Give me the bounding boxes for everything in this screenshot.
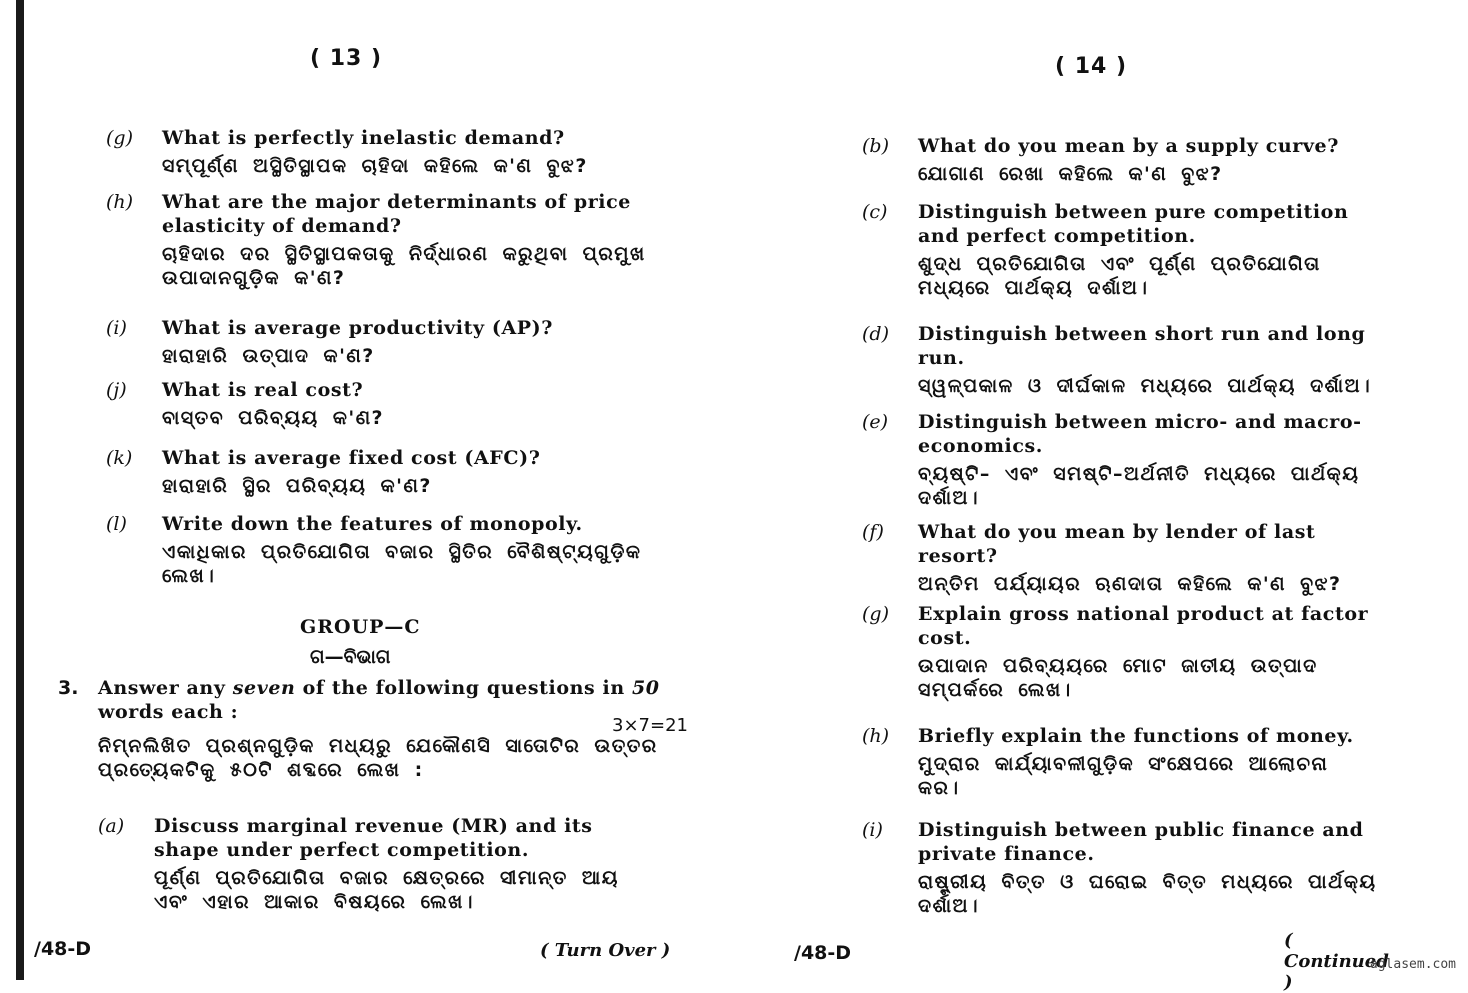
question-text-od: ମୁଦ୍ରାର କାର୍ଯ୍ୟାବଳୀଗୁଡ଼ିକ ସଂକ୍ଷେପରେ ଆଲୋଚନା କର। [918, 753, 1329, 799]
question-text-od: ହାରାହାରି ସ୍ଥିର ପରିବ୍ୟୟ କ'ଣ? [162, 475, 432, 497]
question-text-en: Explain gross national product at factor cost. [918, 603, 1369, 649]
footer-paper-code: /48-D [34, 938, 92, 960]
question-instruction-od: ନିମ୍ନଲିଖିତ ପ୍ରଶ୍ନଗୁଡ଼ିକ ମଧ୍ୟରୁ ଯେକୌଣସି ସାତୋଟିର ଉତ୍ତର ପ୍ରତ୍ୟେକଟିକୁ ୫୦ଟି ଶବ୍ଦରେ ଲେଖ : [98, 735, 658, 781]
question-label: (l) [106, 513, 127, 535]
question-text-od: ଉପାଦାନ ପରିବ୍ୟୟରେ ମୋଟ ଜାତୀୟ ଉତ୍ପାଦ ସମ୍ପର୍କରେ ଲେଖ। [918, 655, 1318, 701]
question-number: 3. [58, 677, 79, 699]
scan-edge-bar [16, 0, 24, 980]
question-label: (a) [98, 815, 125, 837]
question-label: (h) [862, 725, 890, 747]
question-text-en: Distinguish between micro- and macro-economics. [918, 411, 1362, 457]
question-text-en: What do you mean by lender of last resort? [918, 521, 1316, 567]
question-label: (i) [106, 317, 127, 339]
question-text-en: Discuss marginal revenue (MR) and its shape under perfect competition. [154, 815, 593, 861]
question-label: (i) [862, 819, 883, 841]
watermark: aglasem.com [1369, 957, 1456, 972]
footer-turn-over: ( Turn Over ) [540, 940, 671, 961]
question-text-en: What is real cost? [162, 379, 364, 401]
question-text-en: Write down the features of monopoly. [162, 513, 583, 535]
question-text-en: Distinguish between short run and long run. [918, 323, 1366, 369]
question-text-en: What are the major determinants of price elasticity of demand? [162, 191, 631, 237]
question-text-od: ରାଷ୍ଟ୍ରୀୟ ବିତ୍ତ ଓ ଘରୋଇ ବିତ୍ତ ମଧ୍ୟରେ ପାର୍ଥକ୍ୟ ଦର୍ଶାଅ। [918, 871, 1377, 917]
question-text-od: ଶୁଦ୍ଧ ପ୍ରତିଯୋଗିତା ଏବଂ ପୂର୍ଣ୍ଣ ପ୍ରତିଯୋଗିତା ମଧ୍ୟରେ ପାର୍ଥକ୍ୟ ଦର୍ଶାଅ। [918, 253, 1321, 299]
question-text-en: What do you mean by a supply curve? [918, 135, 1339, 157]
question-text-od: ହାରାହାରି ଉତ୍ପାଦ କ'ଣ? [162, 345, 375, 367]
question-text-en: What is average fixed cost (AFC)? [162, 447, 541, 469]
question-text-en: Distinguish between public finance and private finance. [918, 819, 1364, 865]
question-label: (g) [862, 603, 889, 625]
question-label: (j) [106, 379, 127, 401]
question-text-od: ଯୋଗାଣ ରେଖା କହିଲେ କ'ଣ ବୁଝ? [918, 163, 1223, 185]
left-page [34, 0, 700, 980]
question-text-od: ଅନ୍ତିମ ପର୍ଯ୍ୟାୟର ଋଣଦାତା କହିଲେ କ'ଣ ବୁଝ? [918, 573, 1342, 595]
question-text-en: Briefly explain the functions of money. [918, 725, 1354, 747]
footer-paper-code: /48-D [794, 942, 852, 964]
marks-allocation: 3×7=21 [612, 715, 688, 736]
question-label: (g) [106, 127, 133, 149]
question-instruction-en: Answer any seven of the following questions in 50 words each : [98, 677, 660, 723]
question-text-od: ଚାହିଦାର ଦର ସ୍ଥିତିସ୍ଥାପକତାକୁ ନିର୍ଦ୍ଧାରଣ କରୁଥିବା ପ୍ରମୁଖ ଉପାଦାନଗୁଡ଼ିକ କ'ଣ? [162, 243, 646, 289]
footer-continued: ( Continued ) [1284, 930, 1389, 993]
group-subtitle: ଗ—ବିଭାଗ [310, 646, 391, 668]
question-text-od: ଏକାଧିକାର ପ୍ରତିଯୋଗିତା ବଜାର ସ୍ଥିତିର ବୈଶିଷ୍ଟ୍ୟଗୁଡ଼ିକ ଲେଖ। [162, 541, 642, 587]
question-text-en: What is average productivity (AP)? [162, 317, 553, 339]
question-label: (k) [106, 447, 133, 469]
question-label: (b) [862, 135, 889, 157]
question-text-od: ସ୍ୱଳ୍ପକାଳ ଓ ଦୀର୍ଘକାଳ ମଧ୍ୟରେ ପାର୍ଥକ୍ୟ ଦର୍ଶାଅ। [918, 375, 1372, 397]
page-number: ( 14 ) [1055, 54, 1128, 79]
page-number: ( 13 ) [310, 46, 383, 71]
question-text-od: ପୂର୍ଣ୍ଣ ପ୍ରତିଯୋଗିତା ବଜାର କ୍ଷେତ୍ରରେ ସୀମାନ୍ତ ଆୟ ଏବଂ ଏହାର ଆକାର ବିଷୟରେ ଲେଖ। [154, 867, 619, 913]
question-text-en: What is perfectly inelastic demand? [162, 127, 565, 149]
question-label: (e) [862, 411, 889, 433]
question-label: (d) [862, 323, 889, 345]
question-text-od: ସମ୍ପୂର୍ଣ୍ଣ ଅସ୍ଥିତିସ୍ଥାପକ ଚାହିଦା କହିଲେ କ'ଣ ବୁଝ? [162, 155, 588, 177]
question-label: (f) [862, 521, 884, 543]
group-title: GROUP—C [300, 616, 421, 638]
question-text-en: Distinguish between pure competition and perfect competition. [918, 201, 1349, 247]
question-text-od: ବ୍ୟଷ୍ଟି– ଏବଂ ସମଷ୍ଟି–ଅର୍ଥନୀତି ମଧ୍ୟରେ ପାର୍ଥକ୍ୟ ଦର୍ଶାଅ। [918, 463, 1360, 509]
question-text-od: ବାସ୍ତବ ପରିବ୍ୟୟ କ'ଣ? [162, 407, 385, 429]
question-label: (h) [106, 191, 134, 213]
right-page [794, 0, 1400, 993]
question-label: (c) [862, 201, 888, 223]
